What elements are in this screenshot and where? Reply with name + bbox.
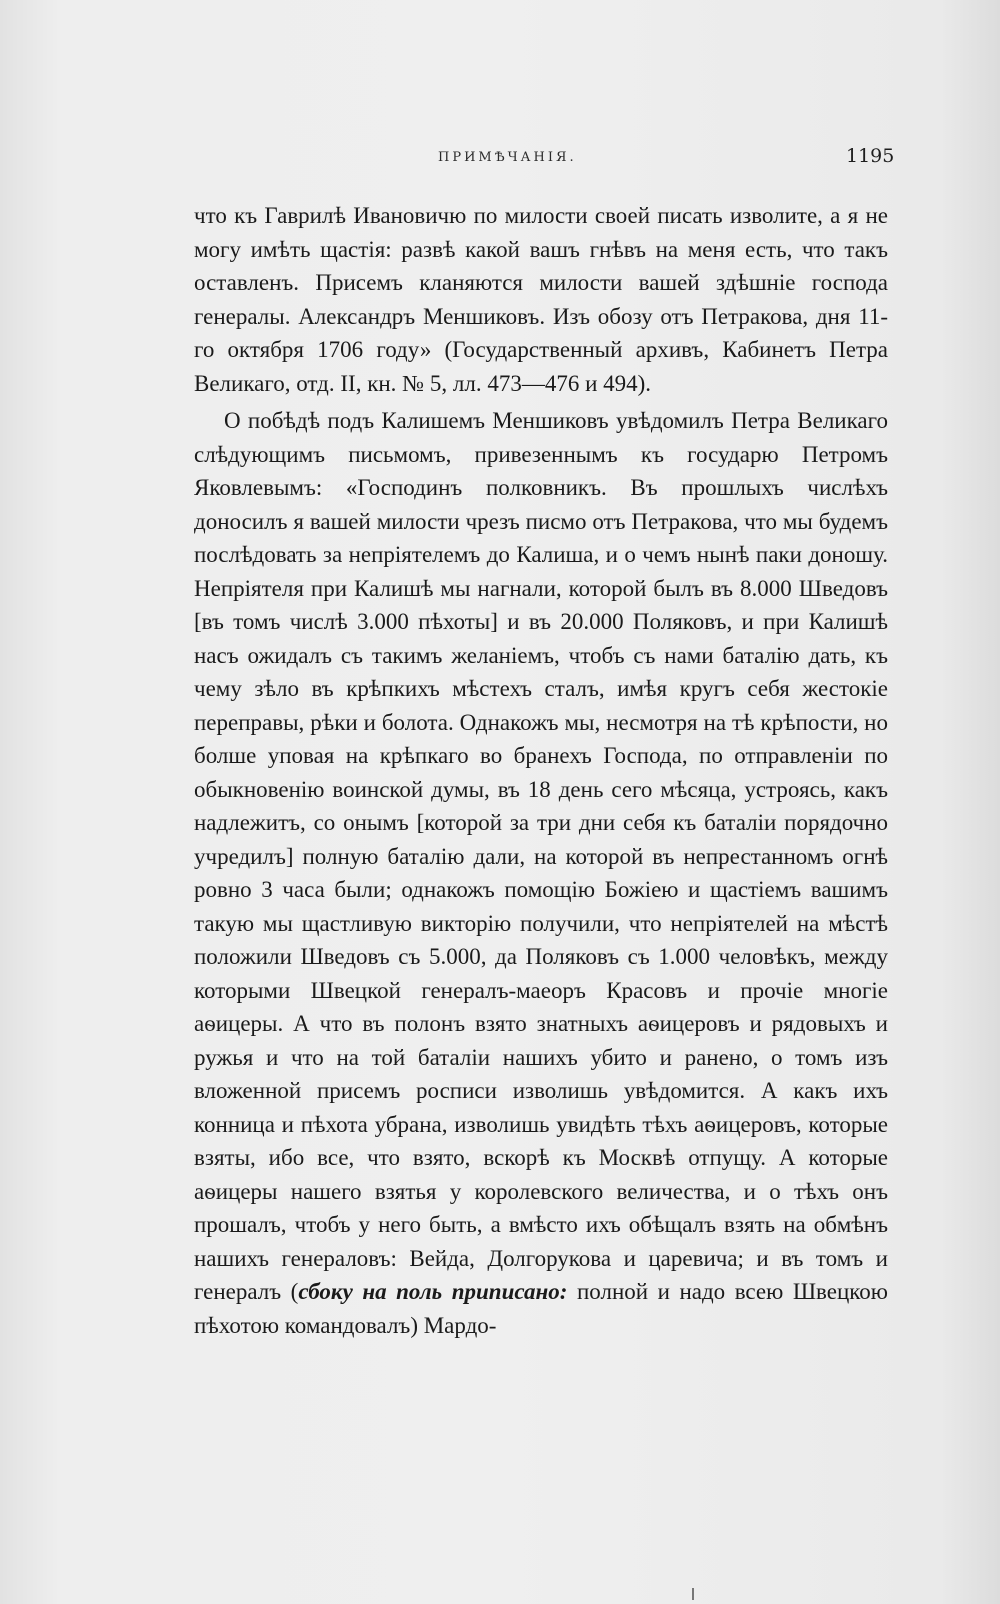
page-number: 1195 [846, 145, 895, 167]
paragraph-2 [194, 404, 888, 1342]
page-edge-mark [692, 1588, 694, 1600]
page-body [194, 199, 888, 1342]
running-title: ПРИМѢЧАНІЯ. [438, 150, 577, 165]
paragraph-2-ending: полной и надо всею Швецкою пѣхотою командовалъ) Мардо- [194, 1279, 888, 1338]
paragraph-2-text: О побѣдѣ подъ Калишемъ Меншиковъ увѣдомилъ Петра Великаго слѣдующимъ письмомъ, привезеннымъ къ государю Петромъ Яковлевымъ: «Господинъ полковникъ. Въ прошлыхъ числѣхъ доносилъ я вашей милости чрезъ писмо отъ Петракова, что мы будемъ послѣдовать за непріятелемъ до Калиша, и о чемъ нынѣ паки доношу. Непріятеля при Калишѣ мы нагнали, которой былъ въ 8.000 Шведовъ [въ томъ числѣ 3.000 пѣхоты] и въ 20.000 Поляковъ, и при Калишѣ насъ ожидалъ съ такимъ желаніемъ, чтобъ съ нами баталію дать, къ чему зѣло въ крѣпкихъ мѣстехъ сталъ, имѣя кругъ себя жестокіе переправы, рѣки и болота. Однакожъ мы, несмотря на тѣ крѣпости, но болше уповая на крѣпкаго во бранехъ Господа, по отправленіи по обыкновенію воинской думы, въ 18 день сего мѣсяца, устроясь, какъ надлежитъ, со онымъ [которой за три дни себя къ баталіи порядочно учредилъ] полную баталію дали, на которой въ непрестанномъ огнѣ ровно 3 часа были; однакожъ помощію Божіею и щастіемъ вашимъ такую мы щастливую викторію получили, что непріятелей на мѣстѣ положили Шведовъ съ 5.000, да Поляковъ съ 1.000 человѣкъ, между которыми Швецкой генералъ-маеоръ Красовъ и прочіе многіе аѳицеры. А что въ полонъ взято знатныхъ аѳицеровъ и рядовыхъ и ружья и что на той баталіи нашихъ убито и ранено, о томъ изъ вложенной присемъ росписи изволишь увѣдомится. А какъ ихъ конница и пѣхота убрана, изволишь увидѣть тѣхъ аѳицеровъ, которые взяты, ибо все, что взято, вскорѣ къ Москвѣ отпущу. А которые аѳицеры нашего взятья у королевского величества, и о тѣхъ онъ прошалъ, чтобъ у него быть, а вмѣсто ихъ обѣщалъ взять на обмѣнъ нашихъ генераловъ: Вейда, Долгорукова и царевича; и въ томъ и генералъ ( [194, 408, 888, 1304]
paragraph-1: что къ Гаврилѣ Ивановичю по милости своей писать изволите, а я не могу имѣть щастія: развѣ какой вашъ гнѣвъ на меня есть, что такъ оставленъ. Присемъ кланяются милости вашей здѣшніе господа генералы. Александръ Меншиковъ. Изъ обозу отъ Петракова, дня 11-го октября 1706 году» (Государственный архивъ, Кабинетъ Петра Великаго, отд. II, кн. № 5, лл. 473—476 и 494). [194, 203, 888, 396]
margin-note-italic: сбоку на поль приписано: [298, 1279, 568, 1304]
